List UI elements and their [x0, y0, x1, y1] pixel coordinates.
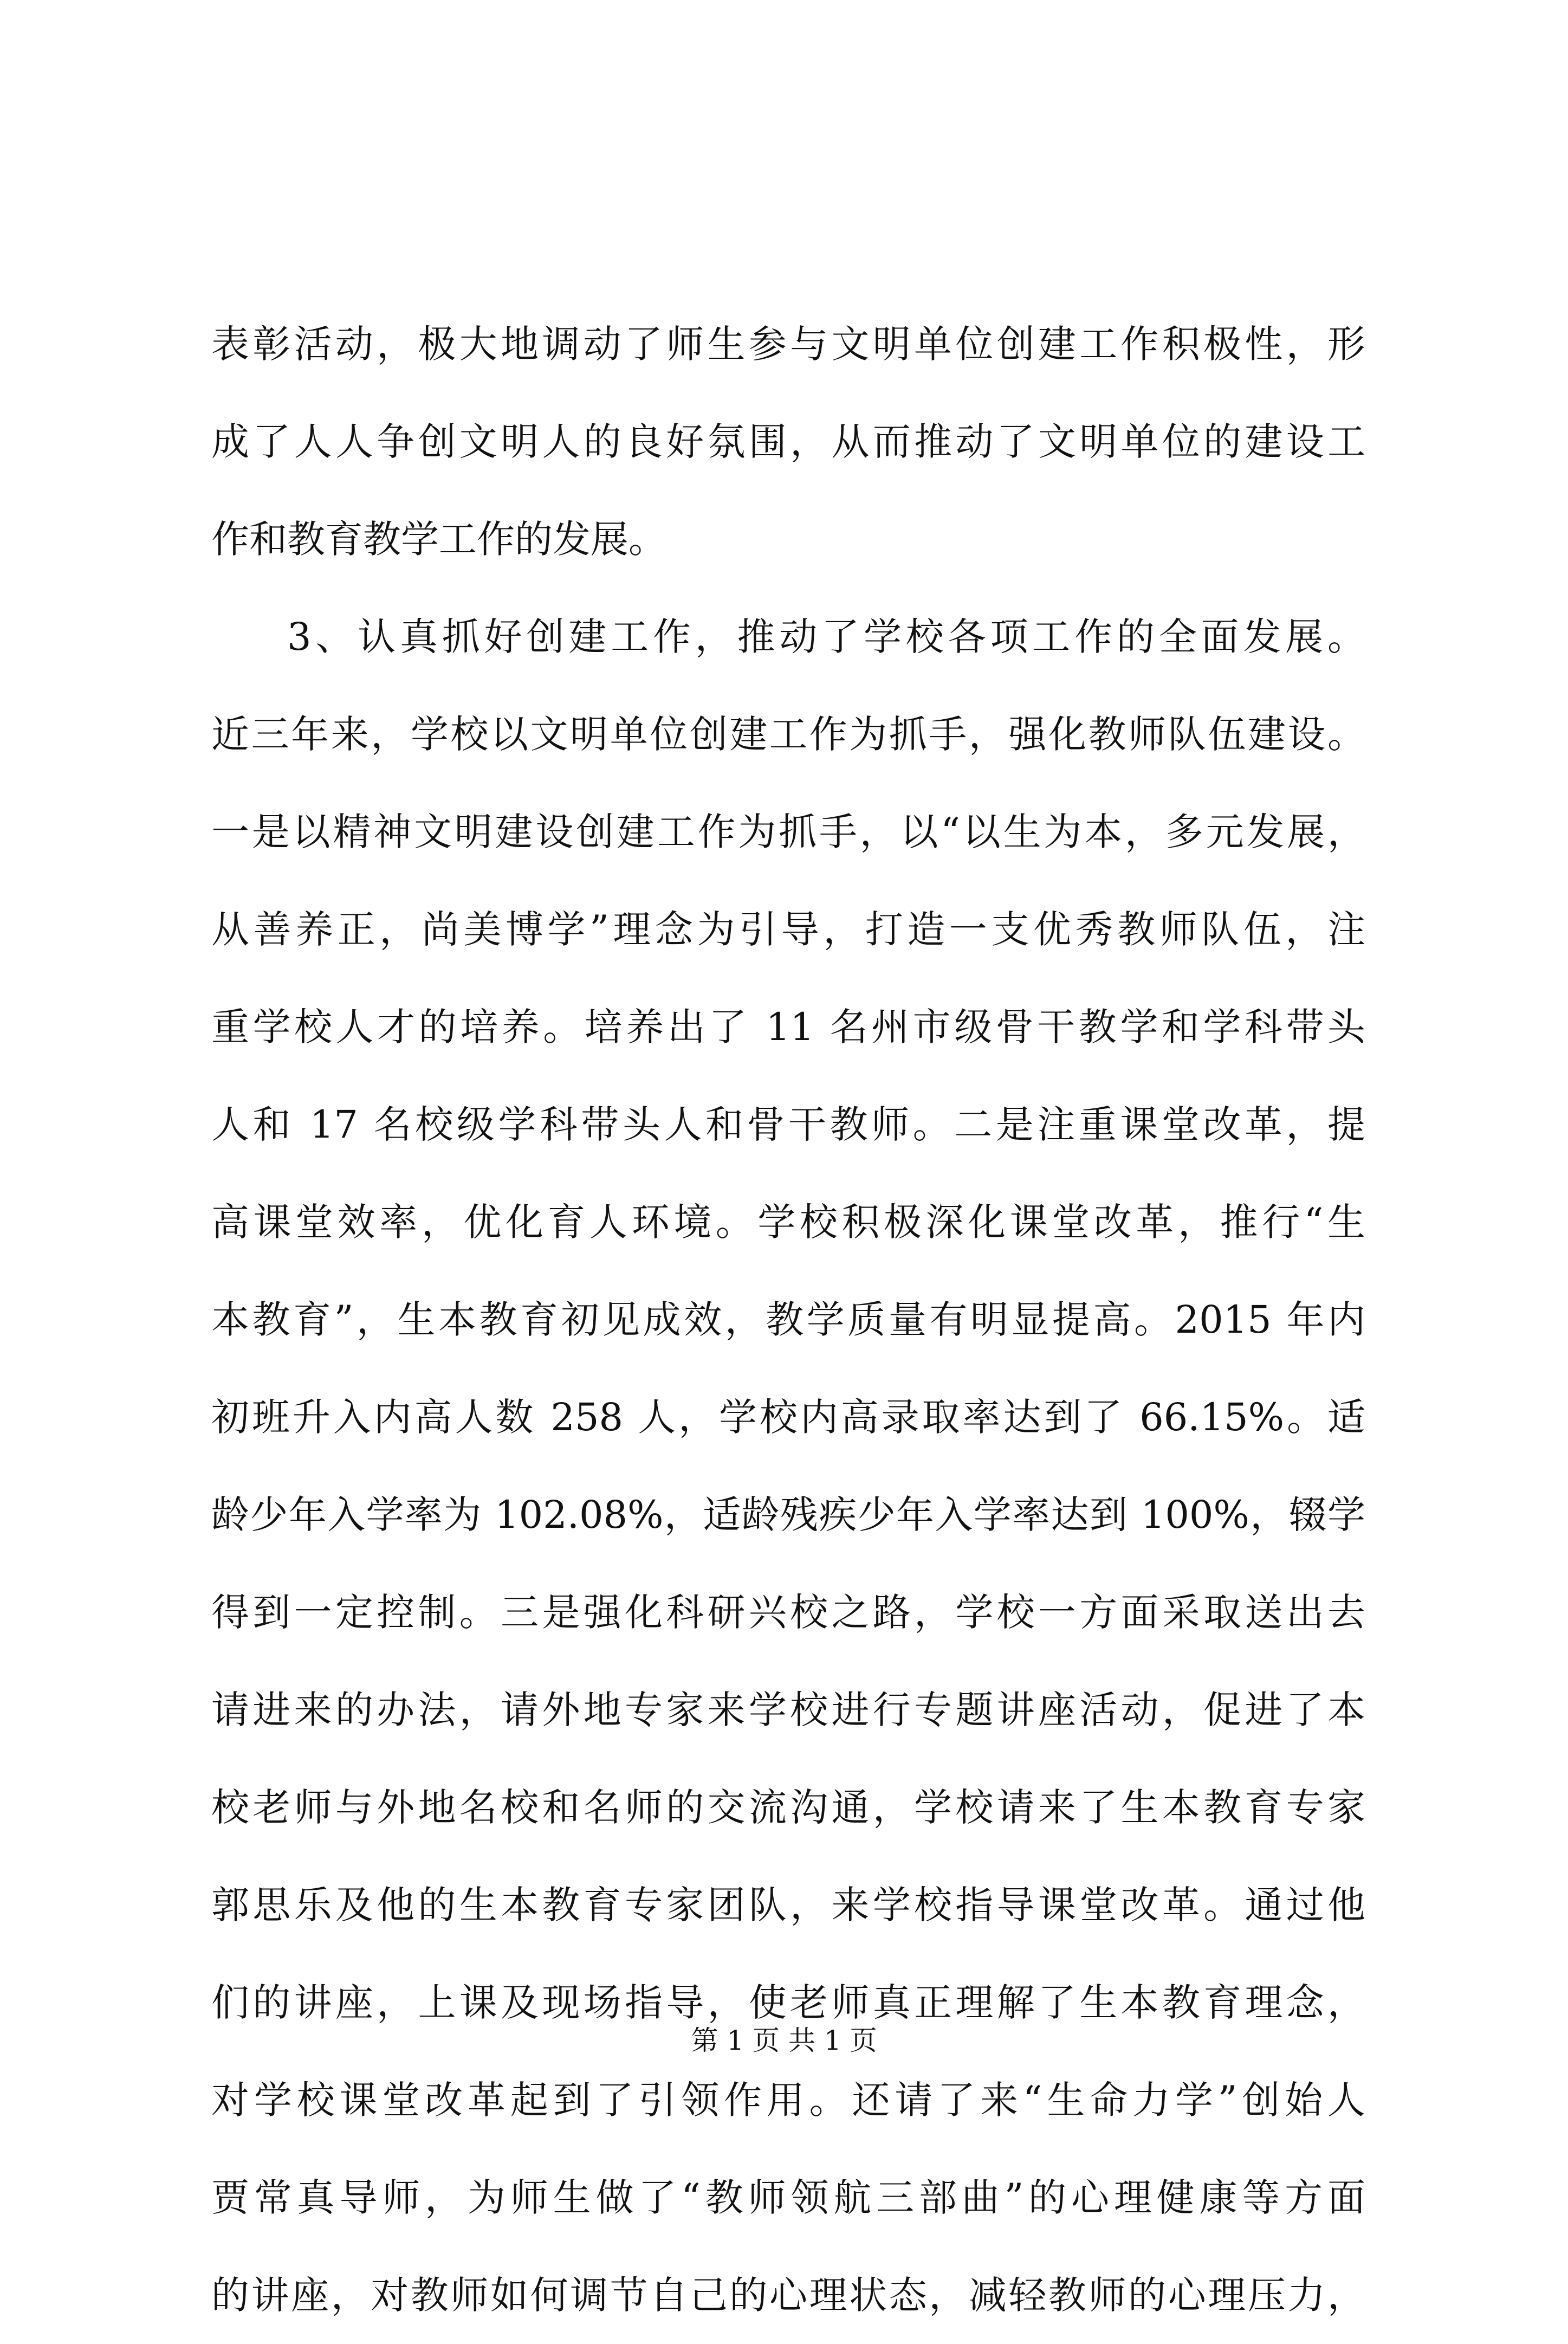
text-line: 近三年来，学校以文明单位创建工作为抓手，强化教师队伍建设。	[211, 712, 1365, 757]
text-line: 从善养正，尚美博学”理念为引导，打造一支优秀教师队伍，注	[211, 907, 1365, 952]
text-line: 作和教育教学工作的发展。	[211, 517, 666, 561]
text-line: 成了人人争创文明人的良好氛围，从而推动了文明单位的建设工	[211, 419, 1365, 464]
text-line: 的讲座，对教师如何调节自己的心理状态，减轻教师的心理压力，	[211, 2273, 1365, 2317]
text-line: 高课堂效率，优化育人环境。学校积极深化课堂改革，推行“生	[211, 1200, 1365, 1244]
text-line: 人和 17 名校级学科带头人和骨干教师。二是注重课堂改革，提	[211, 1102, 1365, 1147]
text-line: 一是以精神文明建设创建工作为抓手，以“以生为本，多元发展，	[211, 810, 1365, 854]
text-line: 们的讲座，上课及现场指导，使老师真正理解了生本教育理念，	[211, 1980, 1365, 2025]
text-line: 得到一定控制。三是强化科研兴校之路，学校一方面采取送出去	[211, 1590, 1365, 1635]
text-line: 校老师与外地名校和名师的交流沟通，学校请来了生本教育专家	[211, 1785, 1365, 1830]
section-heading-line: 3、认真抓好创建工作，推动了学校各项工作的全面发展。	[287, 615, 1365, 659]
text-line: 请进来的办法，请外地专家来学校进行专题讲座活动，促进了本	[211, 1688, 1365, 1732]
text-line: 本教育”，生本教育初见成效，教学质量有明显提高。2015 年内	[211, 1297, 1365, 1342]
text-line: 对学校课堂改革起到了引领作用。还请了来“生命力学”创始人	[211, 2078, 1365, 2122]
page-footer: 第 1 页 共 1 页	[691, 2025, 877, 2056]
text-line: 表彰活动，极大地调动了师生参与文明单位创建工作积极性，形	[211, 322, 1365, 366]
text-line: 重学校人才的培养。培养出了 11 名州市级骨干教学和学科带头	[211, 1005, 1365, 1049]
text-line: 初班升入内高人数 258 人，学校内高录取率达到了 66.15%。适	[211, 1395, 1365, 1439]
text-line: 贾常真导师，为师生做了“教师领航三部曲”的心理健康等方面	[211, 2175, 1365, 2220]
text-line: 郭思乐及他的生本教育专家团队，来学校指导课堂改革。通过他	[211, 1883, 1365, 1927]
text-line: 龄少年入学率为 102.08%，适龄残疾少年入学率达到 100%，辍学	[211, 1493, 1365, 1537]
